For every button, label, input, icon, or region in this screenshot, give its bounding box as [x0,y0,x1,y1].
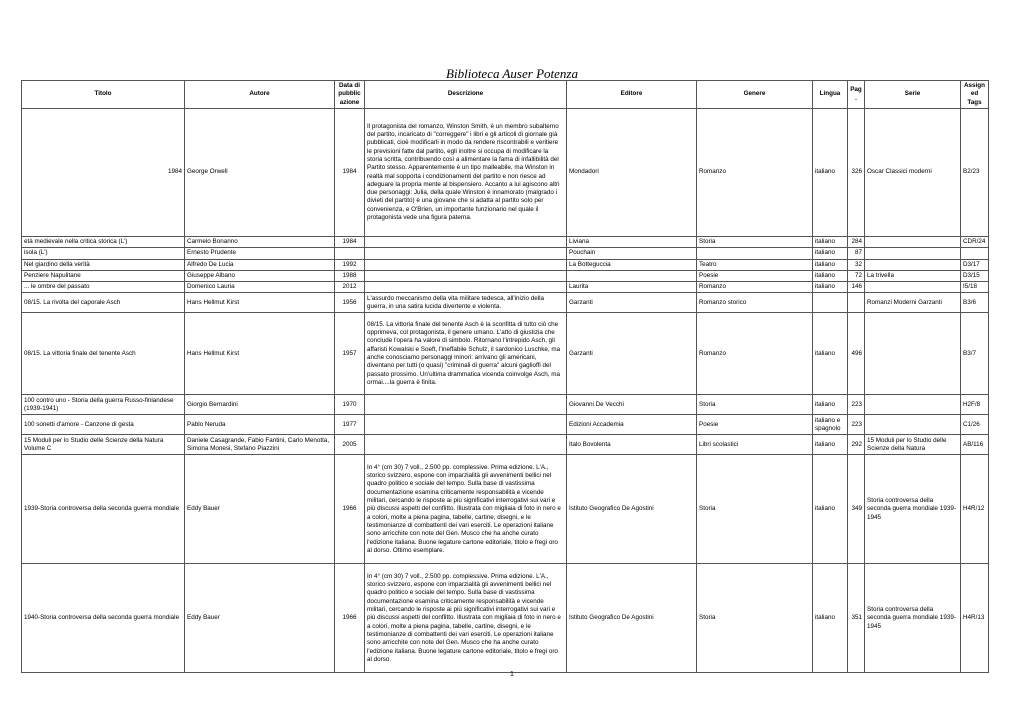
cell-serie [865,259,961,270]
cell-serie: Oscar Classici moderni [865,109,961,237]
cell-genere: Storia [697,395,813,415]
table-row [22,435,989,455]
cell-lingua: italiano [813,109,848,237]
cell-pag [848,293,865,313]
cell-editore: Giovanni De Vecchi [567,395,697,415]
cell-tags: CDR/24 [961,237,989,248]
cell-editore: Liviana [567,237,697,248]
cell-serie [865,282,961,293]
cell-data: 1988 [335,270,365,281]
cell-pag: 72 [848,270,865,281]
table-row [22,455,989,564]
cell-titolo: 1939-Storia controversa della seconda guerra mondiale [22,455,185,564]
column-header-genere: Genere [697,81,813,109]
cell-descrizione: In 4° (cm 30) 7 voll., 2.500 pp. complessive. Prima edizione. L'A., storico svizzero, espone con imparzialità gli avvenimenti bellici nel quadro politico e sociale del tempo. Sulla base di vastissima documentazione esamina criticamente responsabilità e vicende militari, cercando le risposte ai più significativi interrogativi sui vari e più discussi aspetti del conflitto. Illustrata con migliaia di foto in nero e a colori, molte a piena pagina, tabelle, cartine, disegni, e le testimonianze di combattenti dei vari eserciti. Le operazioni italiane sono arricchite con note del Gen. Musco che ha anche curato l'edizione italiana. Buone legature cartone editoriale, titolo e fregi oro al dorso. [365,564,567,673]
cell-serie: Storia controversa della seconda guerra mondiale 1939-1945 [865,564,961,673]
cell-genere: Poesie [697,270,813,281]
cell-lingua [813,293,848,313]
cell-lingua: italiano [813,435,848,455]
cell-pag: 146 [848,282,865,293]
cell-genere: Storia [697,564,813,673]
cell-data: 1977 [335,415,365,435]
cell-autore: Domenico Lauria [185,282,335,293]
cell-autore: Alfredo De Lucia [185,259,335,270]
table-row [22,237,989,248]
table-row [22,109,989,237]
cell-data: 1984 [335,237,365,248]
cell-pag: 223 [848,395,865,415]
cell-descrizione: L'assurdo meccanismo della vita militare tedesca, all'inizio della guerra, in una satira lucida divertente e violenta. [365,293,567,313]
cell-titolo: ... le ombre del passato [22,282,185,293]
cell-tags: B3/6 [961,293,989,313]
cell-titolo: 100 sonetti d'amore - Canzone di gesta [22,415,185,435]
cell-descrizione: Il protagonista del romanzo, Winston Smith, è un membro subalterno del partito, incaricato di "correggere" i libri e gli articoli di giornale già pubblicati, cioè modificarli in modo da rendere riscontrabili e veritiere le previsioni fatte dal partito, egli inoltre si occupa di modificare la storia scritta, contribuendo così a alimentare la fama di infallibilità del Partito stesso. Apparentemente è un tipo malleabile, ma Winston in realtà mal sopporta i condizionamenti del partito e non riesce ad adeguare la propria mente al bispensiero. Accanto a lui agiscono altri due personaggi: Julia, della quale Winston è innamorato (malgrado i divieti del partito) è una giovane che si adatta al partito solo per convenienza, e O'Brien, un importante funzionario nel quale il protagonista vede una figura paterna. [365,109,567,237]
cell-lingua: italiano [813,270,848,281]
table-row [22,282,989,293]
cell-serie [865,415,961,435]
cell-data: 2012 [335,282,365,293]
cell-editore: La Botteguccia [567,259,697,270]
cell-descrizione: 08/15. La vittoria finale del tenente Asch è la sconfitta di tutto ciò che opprimeva, col protagonista, il genere umano. L'atto di giustizia che conclude l'opera ha valore di simbolo. Ritornano l'intrepido Asch, gli affaristi Kowalski e Soeft, l'ineffabile Schulz, il sardonico Luschke, ma anche conosciamo personaggi minori: arrivano gli americani, diventano per tutti (o quasi) "criminali di guerra" alcuni gaglioffi del passato prossimo. Un'ultima drammatica vicenda coinvolge Asch, ma ormai....la guerra è finita. [365,313,567,395]
column-header-autore: Autore [185,81,335,109]
cell-editore [567,270,697,281]
table-header-row [22,81,989,109]
cell-lingua: italiano e spagnolo [813,415,848,435]
cell-autore: Giuseppe Albano [185,270,335,281]
cell-tags [961,248,989,259]
cell-autore: Hans Hellmut Kirst [185,313,335,395]
cell-autore: Eddy Bauer [185,564,335,673]
column-header-tags: Assigned Tags [961,81,989,109]
cell-tags: H2F/8 [961,395,989,415]
cell-serie [865,248,961,259]
column-header-pag: Pag. [848,81,865,109]
cell-lingua: italiano [813,395,848,415]
cell-data: 1970 [335,395,365,415]
cell-editore: Istituto Geografico De Agostini [567,564,697,673]
cell-data: 1992 [335,259,365,270]
cell-autore: Eddy Bauer [185,455,335,564]
cell-descrizione: In 4° (cm 30) 7 voll., 2.500 pp. complessive. Prima edizione. L'A., storico svizzero, espone con imparzialità gli avvenimenti bellici nel quadro politico e sociale del tempo. Sulla base di vastissima documentazione esamina criticamente responsabilità e vicende militari, cercando le risposte ai più significativi interrogativi sui vari e più discussi aspetti del conflitto. Illustrata con migliaia di foto in nero e a colori, molte a piena pagina, tabelle, cartine, disegni, e le testimonianze di combattenti dei vari eserciti. Le operazioni italiane sono arricchite con note del Gen. Musco che ha anche curato l'edizione italiana. Buone legature cartone editoriale, titolo e fregi oro al dorso. Ottimo esemplare. [365,455,567,564]
cell-descrizione [365,270,567,281]
cell-lingua: italiano [813,564,848,673]
cell-autore: Daniele Casagrande, Fabio Fantini, Carlo Menotta, Simona Monesi, Stefano Piazzini [185,435,335,455]
cell-data: 1956 [335,293,365,313]
cell-genere: Romanzo [697,282,813,293]
page-number: 1 [510,671,514,678]
cell-descrizione [365,415,567,435]
cell-pag: 284 [848,237,865,248]
catalog-table [21,80,989,673]
cell-genere: Teatro [697,259,813,270]
cell-genere: Storia [697,237,813,248]
cell-tags: I5/18 [961,282,989,293]
table-row [22,395,989,415]
cell-genere: Romanzo storico [697,293,813,313]
column-header-serie: Serie [865,81,961,109]
cell-autore: Ernesto Prudente [185,248,335,259]
cell-pag: 351 [848,564,865,673]
cell-editore: Istituto Geografico De Agostini [567,455,697,564]
cell-pag: 349 [848,455,865,564]
cell-descrizione [365,395,567,415]
cell-serie [865,237,961,248]
column-header-titolo: Titolo [22,81,185,109]
cell-tags: AB/116 [961,435,989,455]
cell-data: 1966 [335,564,365,673]
cell-titolo: 100 contro uno - Storia della guerra Russo-finlandese (1939-1941) [22,395,185,415]
cell-tags: H4R/13 [961,564,989,673]
cell-titolo: 08/15. La rivolta del caporale Asch [22,293,185,313]
cell-autore: Carmelo Bonanno [185,237,335,248]
cell-serie: 15 Moduli per lo Studio delle Scienze della Natura [865,435,961,455]
cell-titolo: 1984 [22,109,185,237]
cell-tags: C1/26 [961,415,989,435]
cell-tags: H4R/12 [961,455,989,564]
table-row [22,293,989,313]
cell-tags: B3/7 [961,313,989,395]
cell-tags: D3/17 [961,259,989,270]
cell-autore: George Orwell [185,109,335,237]
cell-data [335,248,365,259]
cell-lingua: italiano [813,248,848,259]
cell-descrizione [365,248,567,259]
cell-editore: Laurita [567,282,697,293]
cell-serie [865,313,961,395]
cell-genere [697,248,813,259]
cell-genere: Libri scolastici [697,435,813,455]
cell-pag: 496 [848,313,865,395]
cell-titolo: Penziere Napulitane [22,270,185,281]
cell-lingua: italiano [813,282,848,293]
cell-titolo: isola (L') [22,248,185,259]
cell-editore: Mondadori [567,109,697,237]
cell-descrizione [365,259,567,270]
cell-editore: Edizioni Accademia [567,415,697,435]
cell-descrizione [365,237,567,248]
cell-tags: D3/15 [961,270,989,281]
cell-serie [865,395,961,415]
cell-titolo: 15 Moduli per lo Studio delle Scienze della Natura Volume C [22,435,185,455]
cell-pag: 223 [848,415,865,435]
column-header-lingua: Lingua [813,81,848,109]
cell-serie: Storia controversa della seconda guerra mondiale 1939-1945 [865,455,961,564]
cell-autore: Giorgio Bernardini [185,395,335,415]
cell-titolo: 1940-Storia controversa della seconda guerra mondiale [22,564,185,673]
cell-descrizione [365,435,567,455]
column-header-editore: Editore [567,81,697,109]
column-header-descrizione: Descrizione [365,81,567,109]
cell-pag: 32 [848,259,865,270]
cell-descrizione [365,282,567,293]
cell-lingua: italiano [813,237,848,248]
cell-serie: La trivella [865,270,961,281]
cell-autore: Hans Hellmut Kirst [185,293,335,313]
cell-serie: Romanzi Moderni Garzanti [865,293,961,313]
cell-genere: Romanzo [697,109,813,237]
page-title: Biblioteca Auser Potenza [446,66,578,81]
cell-editore: Garzanti [567,313,697,395]
cell-data: 1984 [335,109,365,237]
table-row [22,259,989,270]
cell-data: 1966 [335,455,365,564]
cell-lingua: italiano [813,455,848,564]
cell-editore: Garzanti [567,293,697,313]
cell-genere: Romanzo [697,313,813,395]
catalog-body [22,109,989,673]
cell-pag: 326 [848,109,865,237]
cell-pag: 87 [848,248,865,259]
cell-data: 1957 [335,313,365,395]
cell-titolo: Nel giardino della verità [22,259,185,270]
cell-titolo: età medievale nella critica storica (L') [22,237,185,248]
cell-pag: 292 [848,435,865,455]
table-row [22,313,989,395]
table-row [22,564,989,673]
table-row [22,270,989,281]
cell-editore: Italo Bovolenta [567,435,697,455]
cell-lingua: italiano [813,313,848,395]
cell-genere: Storia [697,455,813,564]
table-row [22,415,989,435]
cell-autore: Pablo Neruda [185,415,335,435]
cell-editore: Pouchain [567,248,697,259]
table-row [22,248,989,259]
cell-lingua: italiano [813,259,848,270]
cell-data: 2005 [335,435,365,455]
cell-tags: B2/23 [961,109,989,237]
cell-titolo: 08/15. La vittoria finale del tenente Asch [22,313,185,395]
column-header-data: Data di pubblicazione [335,81,365,109]
cell-genere: Poesie [697,415,813,435]
